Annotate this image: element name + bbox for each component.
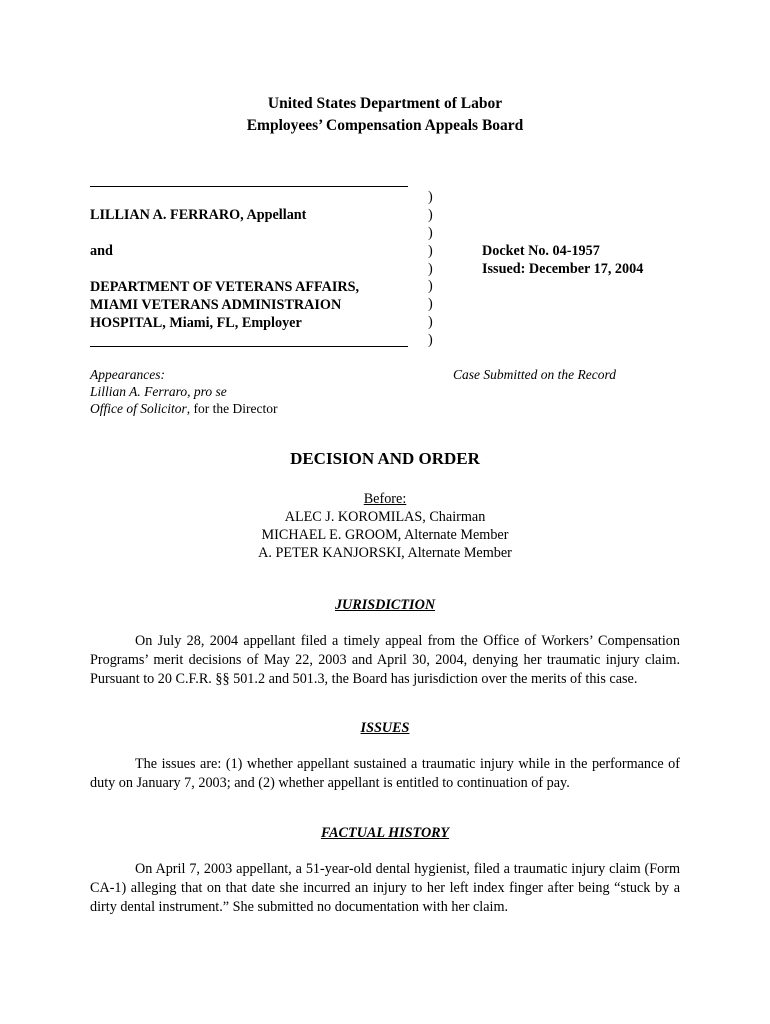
caption-top-rule (90, 186, 408, 187)
panel-member-2: MICHAEL E. GROOM, Alternate Member (261, 527, 509, 543)
before-label: Before: (363, 491, 407, 507)
jurisdiction-heading: JURISDICTION (334, 597, 436, 613)
appellant-name: LILLIAN A. FERRARO, Appellant (90, 207, 307, 223)
employer-line-3: HOSPITAL, Miami, FL, Employer (90, 315, 302, 331)
factual-history-paragraph (90, 860, 680, 916)
solicitor-appearance (90, 400, 277, 418)
panel-member-3: A. PETER KANJORSKI, Alternate Member (258, 545, 512, 561)
jurisdiction-text: On July 28, 2004 appellant filed a timely appeal from the Office of Workers’ Compensation Programs’ merit decisions of May 22, 2003 and April 30, 2004, denying her traumatic injury claim. Pursuant to 20 C.F.R. §§ 501.2 and 501.3, the Board has jurisdiction over the merits of this case. (90, 633, 680, 687)
employer-line-2: MIAMI VETERANS ADMINISTRAION (90, 297, 342, 313)
caption-bottom-rule (90, 346, 408, 347)
docket-number: Docket No. 04-1957 (482, 243, 600, 259)
issues-text: The issues are: (1) whether appellant sustained a traumatic injury while in the performance of duty on January 7, 2003; and (2) whether appellant is entitled to continuation of pay. (90, 756, 680, 791)
appearances-label: Appearances: (90, 367, 165, 382)
issues-paragraph (90, 755, 680, 793)
factual-history-heading: FACTUAL HISTORY (320, 825, 450, 841)
jurisdiction-paragraph (90, 632, 680, 688)
panel-member-1: ALEC J. KOROMILAS, Chairman (284, 509, 486, 525)
issued-date: Issued: December 17, 2004 (482, 261, 644, 277)
solicitor-office: Office of Solicitor (90, 401, 187, 416)
employer-line-1: DEPARTMENT OF VETERANS AFFAIRS, (90, 279, 360, 295)
factual-history-text: On April 7, 2003 appellant, a 51-year-old dental hygienist, filed a traumatic injury claim (Form CA-1) alleging that on that date she incurred an injury to her left index finger after being “stuck by a dirty dental instrument.” She submitted no documentation with her claim. (90, 861, 680, 915)
issues-heading: ISSUES (360, 720, 410, 736)
appellant-appearance: Lillian A. Ferraro, pro se (90, 384, 227, 399)
board-name: Employees’ Compensation Appeals Board (246, 117, 524, 134)
decision-title: DECISION AND ORDER (290, 449, 480, 468)
case-submitted-note: Case Submitted on the Record (453, 367, 616, 382)
caption-divider: ) ) ) ) ) ) ) ) ) (428, 189, 433, 349)
caption-and: and (90, 243, 113, 259)
solicitor-role: , for the Director (186, 401, 278, 416)
agency-name: United States Department of Labor (267, 95, 503, 112)
